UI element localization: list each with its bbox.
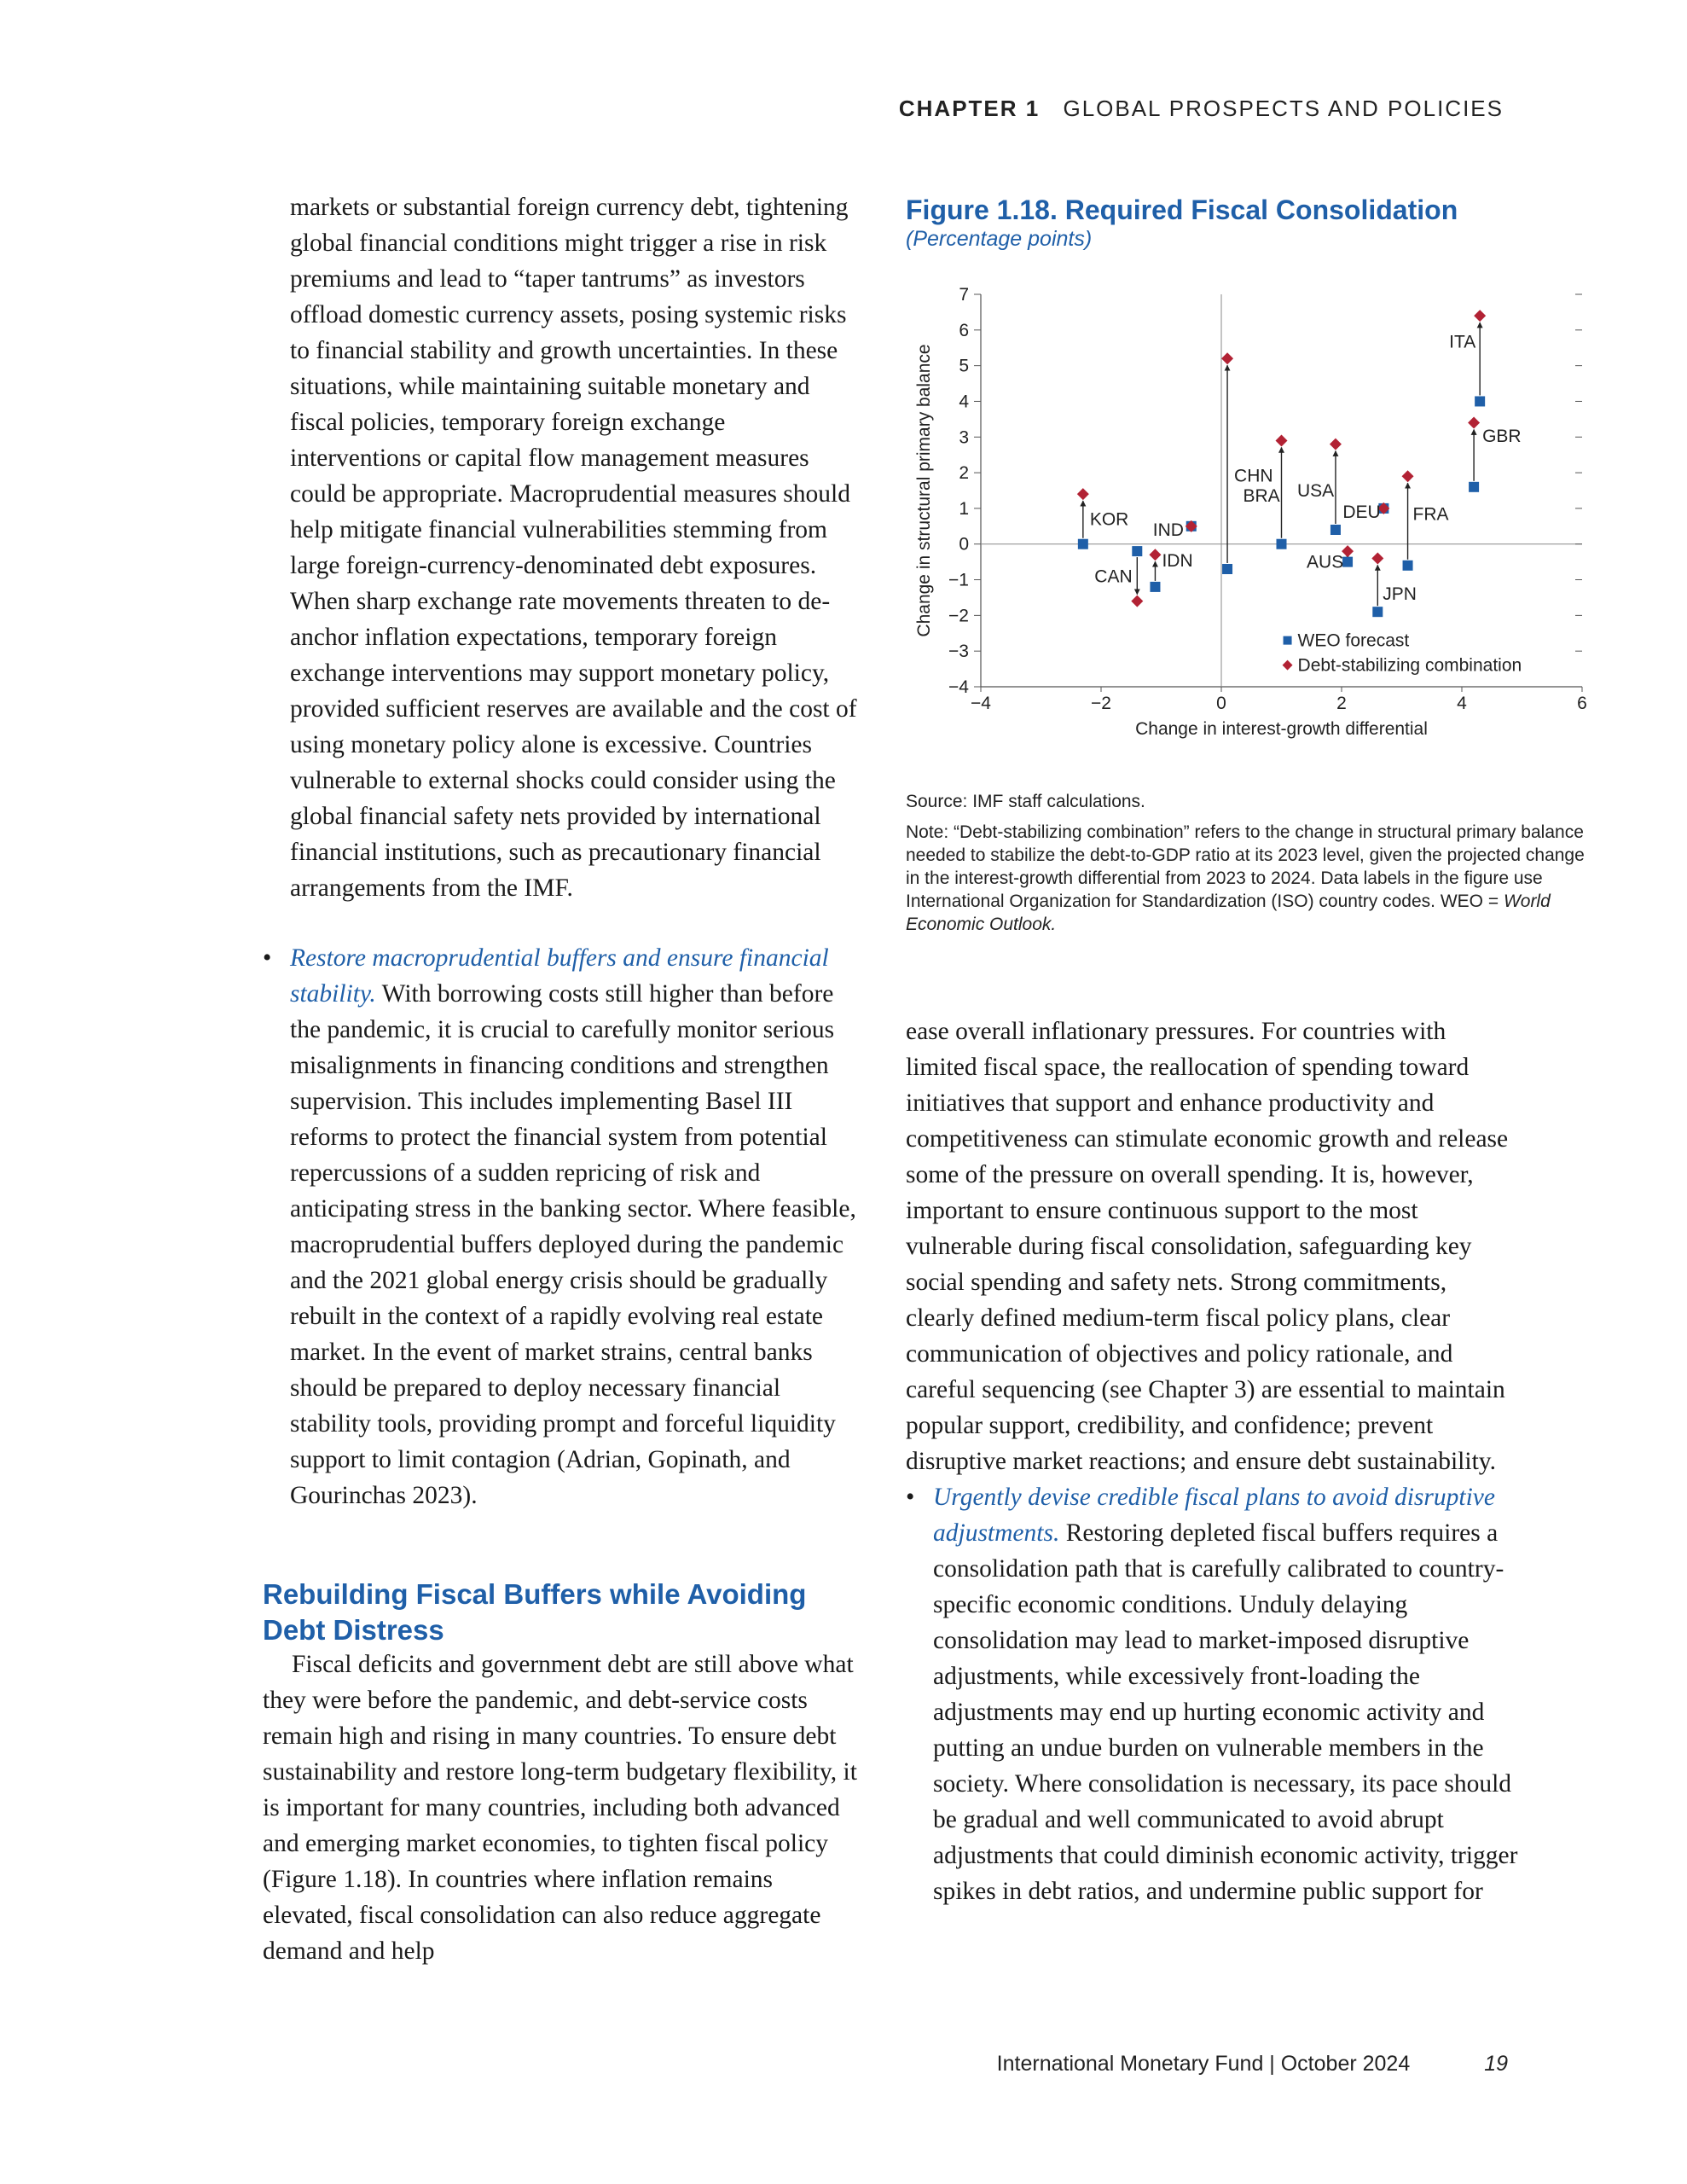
figure-note-italic: World Economic Outlook. <box>906 892 1551 934</box>
bullet-text: With borrowing costs still higher than before the pandemic, it is crucial to carefully monitor serious misalignments in financing conditions and strengthen supervision. This includes implementing Basel III reforms to protect the financial system from potential repercussions of a sudden repricing of risk and anticipating stress in the banking sector. Where feasible, macroprudential buffers deployed during the pandemic and the 2021 global energy crisis should be gradually rebuilt in the context of a rapidly evolving real estate market. In the event of market strains, central banks should be prepared to deploy necessary financial stability tools, providing prompt and forceful liquidity support to limit contagion (Adrian, Gopinath, and Gourinchas 2023). <box>290 980 856 1509</box>
weo-forecast-point <box>1372 607 1383 617</box>
figure-note <box>906 821 1588 936</box>
legend-weo-icon <box>1284 636 1292 645</box>
weo-forecast-point <box>1132 546 1142 556</box>
x-tick-label: −4 <box>971 694 991 713</box>
figure-subtitle: (Percentage points) <box>906 227 1093 251</box>
bullet-dot-icon: • <box>906 1484 915 1511</box>
continued-bullet-text: markets or substantial foreign currency debt, tightening global financial conditions might trigger a rise in risk premiums and lead to “taper tantrums” as investors offload domestic currency assets, posing systemic risks to financial stability and growth uncertainties. In these situations, while maintaining suitable monetary and fiscal policies, temporary foreign exchange interventions or capital flow management measures could be appropriate. Macroprudential measures should help mitigate financial vulnerabilities stemming from large foreign-currency-denominated debt exposures. When sharp exchange rate movements threaten to de-anchor inflation expectations, temporary foreign exchange interventions may support monetary policy, provided sufficient reserves are available and the cost of using monetary policy alone is excessive. Countries vulnerable to external shocks could consider using the global financial safety nets provided by international financial institutions, such as precautionary financial arrangements from the IMF. <box>290 194 857 902</box>
country-label: IDN <box>1162 551 1193 572</box>
debt-stabilizing-point <box>1276 434 1288 446</box>
country-label: CAN <box>1094 566 1133 587</box>
weo-forecast-point <box>1475 396 1485 406</box>
x-tick-label: −2 <box>1091 694 1111 713</box>
bullet-lead: Restore macroprudential buffers and ensure financial stability. <box>290 944 829 1008</box>
country-label: DEU <box>1342 502 1381 522</box>
scatter-chart <box>896 273 1595 768</box>
x-tick-label: 2 <box>1336 694 1347 713</box>
legend-weo-label: WEO forecast <box>1297 630 1410 651</box>
chapter-title: GLOBAL PROSPECTS AND POLICIES <box>1063 96 1504 121</box>
x-tick-label: 0 <box>1216 694 1226 713</box>
footer-publisher: International Monetary Fund | October 2024 <box>996 2052 1411 2076</box>
y-axis-label: Change in structural primary balance <box>914 344 934 637</box>
country-label: CHN <box>1234 466 1273 486</box>
weo-forecast-point <box>1403 561 1413 571</box>
weo-forecast-point <box>1222 564 1232 574</box>
y-tick-label: 2 <box>959 463 969 484</box>
y-tick-label: −2 <box>948 606 969 626</box>
debt-stabilizing-point <box>1402 470 1414 482</box>
right-paragraph: ease overall inflationary pressures. For countries with limited fiscal space, the reallocation of spending toward initiatives that support and enhance productivity and competitiveness can stimulate economic growth and release some of the pressure on overall spending. It is, however, important to ensure continuous support to the most vulnerable during fiscal consolidation, safeguarding key social spending and safety nets. Strong commitments, clearly defined medium-term fiscal policy plans, clear communication of objectives and policy rationale, and careful sequencing (see Chapter 3) are essential to maintain popular support, credibility, and confidence; prevent disruptive market reactions; and ensure debt sustainability. <box>906 1018 1509 1475</box>
figure-chart <box>896 273 1595 768</box>
y-tick-label: −4 <box>948 677 969 697</box>
y-tick-label: 4 <box>959 392 969 412</box>
bullet-item <box>906 1479 1520 1909</box>
debt-stabilizing-point <box>1474 310 1486 322</box>
y-tick-label: 1 <box>959 498 969 519</box>
weo-forecast-point <box>1150 582 1160 592</box>
debt-stabilizing-point <box>1330 439 1342 450</box>
bullet-dot-icon: • <box>263 944 272 972</box>
y-tick-label: 6 <box>959 320 969 340</box>
debt-stabilizing-point <box>1221 352 1233 364</box>
x-tick-label: 4 <box>1457 694 1467 713</box>
country-label: JPN <box>1383 584 1417 604</box>
y-tick-label: −1 <box>948 570 969 590</box>
country-label: GBR <box>1482 427 1522 447</box>
left-column-section <box>263 1647 860 1969</box>
bullet-lead: Urgently devise credible fiscal plans to avoid disruptive adjustments. <box>933 1484 1495 1547</box>
weo-forecast-point <box>1078 539 1088 549</box>
bullet-text: Restoring depleted fiscal buffers requires a consolidation path that is carefully calibrated to country-specific economic conditions. Unduly delaying consolidation may lead to market-imposed disruptive adjustments, while excessively front-loading the adjustments may end up hurting economic activity and putting an undue burden on vulnerable members in the society. Where consolidation is necessary, its pace should be gradual and well communicated to avoid abrupt adjustments that could diminish economic activity, trigger spikes in debt ratios, and undermine public support for <box>933 1519 1518 1905</box>
y-tick-label: 5 <box>959 356 969 376</box>
debt-stabilizing-point <box>1131 595 1143 607</box>
country-label: USA <box>1296 480 1335 501</box>
weo-forecast-point <box>1330 525 1341 535</box>
country-label: FRA <box>1412 504 1449 525</box>
country-label: IND <box>1152 520 1184 540</box>
left-column-top <box>290 189 861 906</box>
legend-debt-label: Debt-stabilizing combination <box>1297 655 1522 676</box>
page-footer <box>997 2052 1508 2077</box>
country-label: ITA <box>1449 332 1476 352</box>
weo-forecast-point <box>1469 482 1479 492</box>
y-tick-label: 0 <box>959 534 969 555</box>
debt-stabilizing-point <box>1149 549 1161 561</box>
right-column <box>906 1014 1520 1909</box>
x-axis-label: Change in interest-growth differential <box>1135 719 1428 739</box>
country-label: KOR <box>1089 509 1129 530</box>
figure-title: Figure 1.18. Required Fiscal Consolidation <box>906 195 1458 225</box>
legend-debt-icon <box>1283 660 1293 671</box>
x-tick-label: 6 <box>1577 694 1587 713</box>
debt-stabilizing-point <box>1371 552 1383 564</box>
y-tick-label: 7 <box>959 285 969 305</box>
weo-forecast-point <box>1277 539 1287 549</box>
page-number: 19 <box>1484 2052 1508 2076</box>
figure-source: Source: IMF staff calculations. <box>906 792 1145 811</box>
weo-forecast-point <box>1342 557 1353 567</box>
section-paragraph: Fiscal deficits and government debt are still above what they were before the pandemic, and debt-service costs remain high and rising in many countries. To ensure debt sustainability and restore long-term budgetary flexibility, it is important for many countries, including both advanced and emerging market economies, to tighten fiscal policy (Figure 1.18). In countries where inflation remains elevated, fiscal consolidation can also reduce aggregate demand and help <box>263 1651 857 1965</box>
chapter-label: CHAPTER 1 <box>898 96 1041 121</box>
bullet-item <box>263 940 860 1513</box>
y-tick-label: −3 <box>948 642 969 662</box>
y-tick-label: 3 <box>959 427 969 448</box>
country-label: BRA <box>1243 486 1280 507</box>
debt-stabilizing-point <box>1077 488 1089 500</box>
debt-stabilizing-point <box>1468 417 1480 429</box>
country-label: AUS <box>1307 552 1344 572</box>
figure-note-text: Note: “Debt-stabilizing combination” refers to the change in structural primary balance needed to stabilize the debt-to-GDP ratio at its 2023 level, given the projected change in the interest-growth differential from 2023 to 2024. Data labels in the figure use International Organization for Standardization (ISO) country codes. WEO = <box>906 822 1585 911</box>
running-head <box>899 96 1504 122</box>
left-column-bullet <box>263 940 860 1513</box>
section-heading: Rebuilding Fiscal Buffers while Avoiding Debt Distress <box>263 1578 807 1646</box>
